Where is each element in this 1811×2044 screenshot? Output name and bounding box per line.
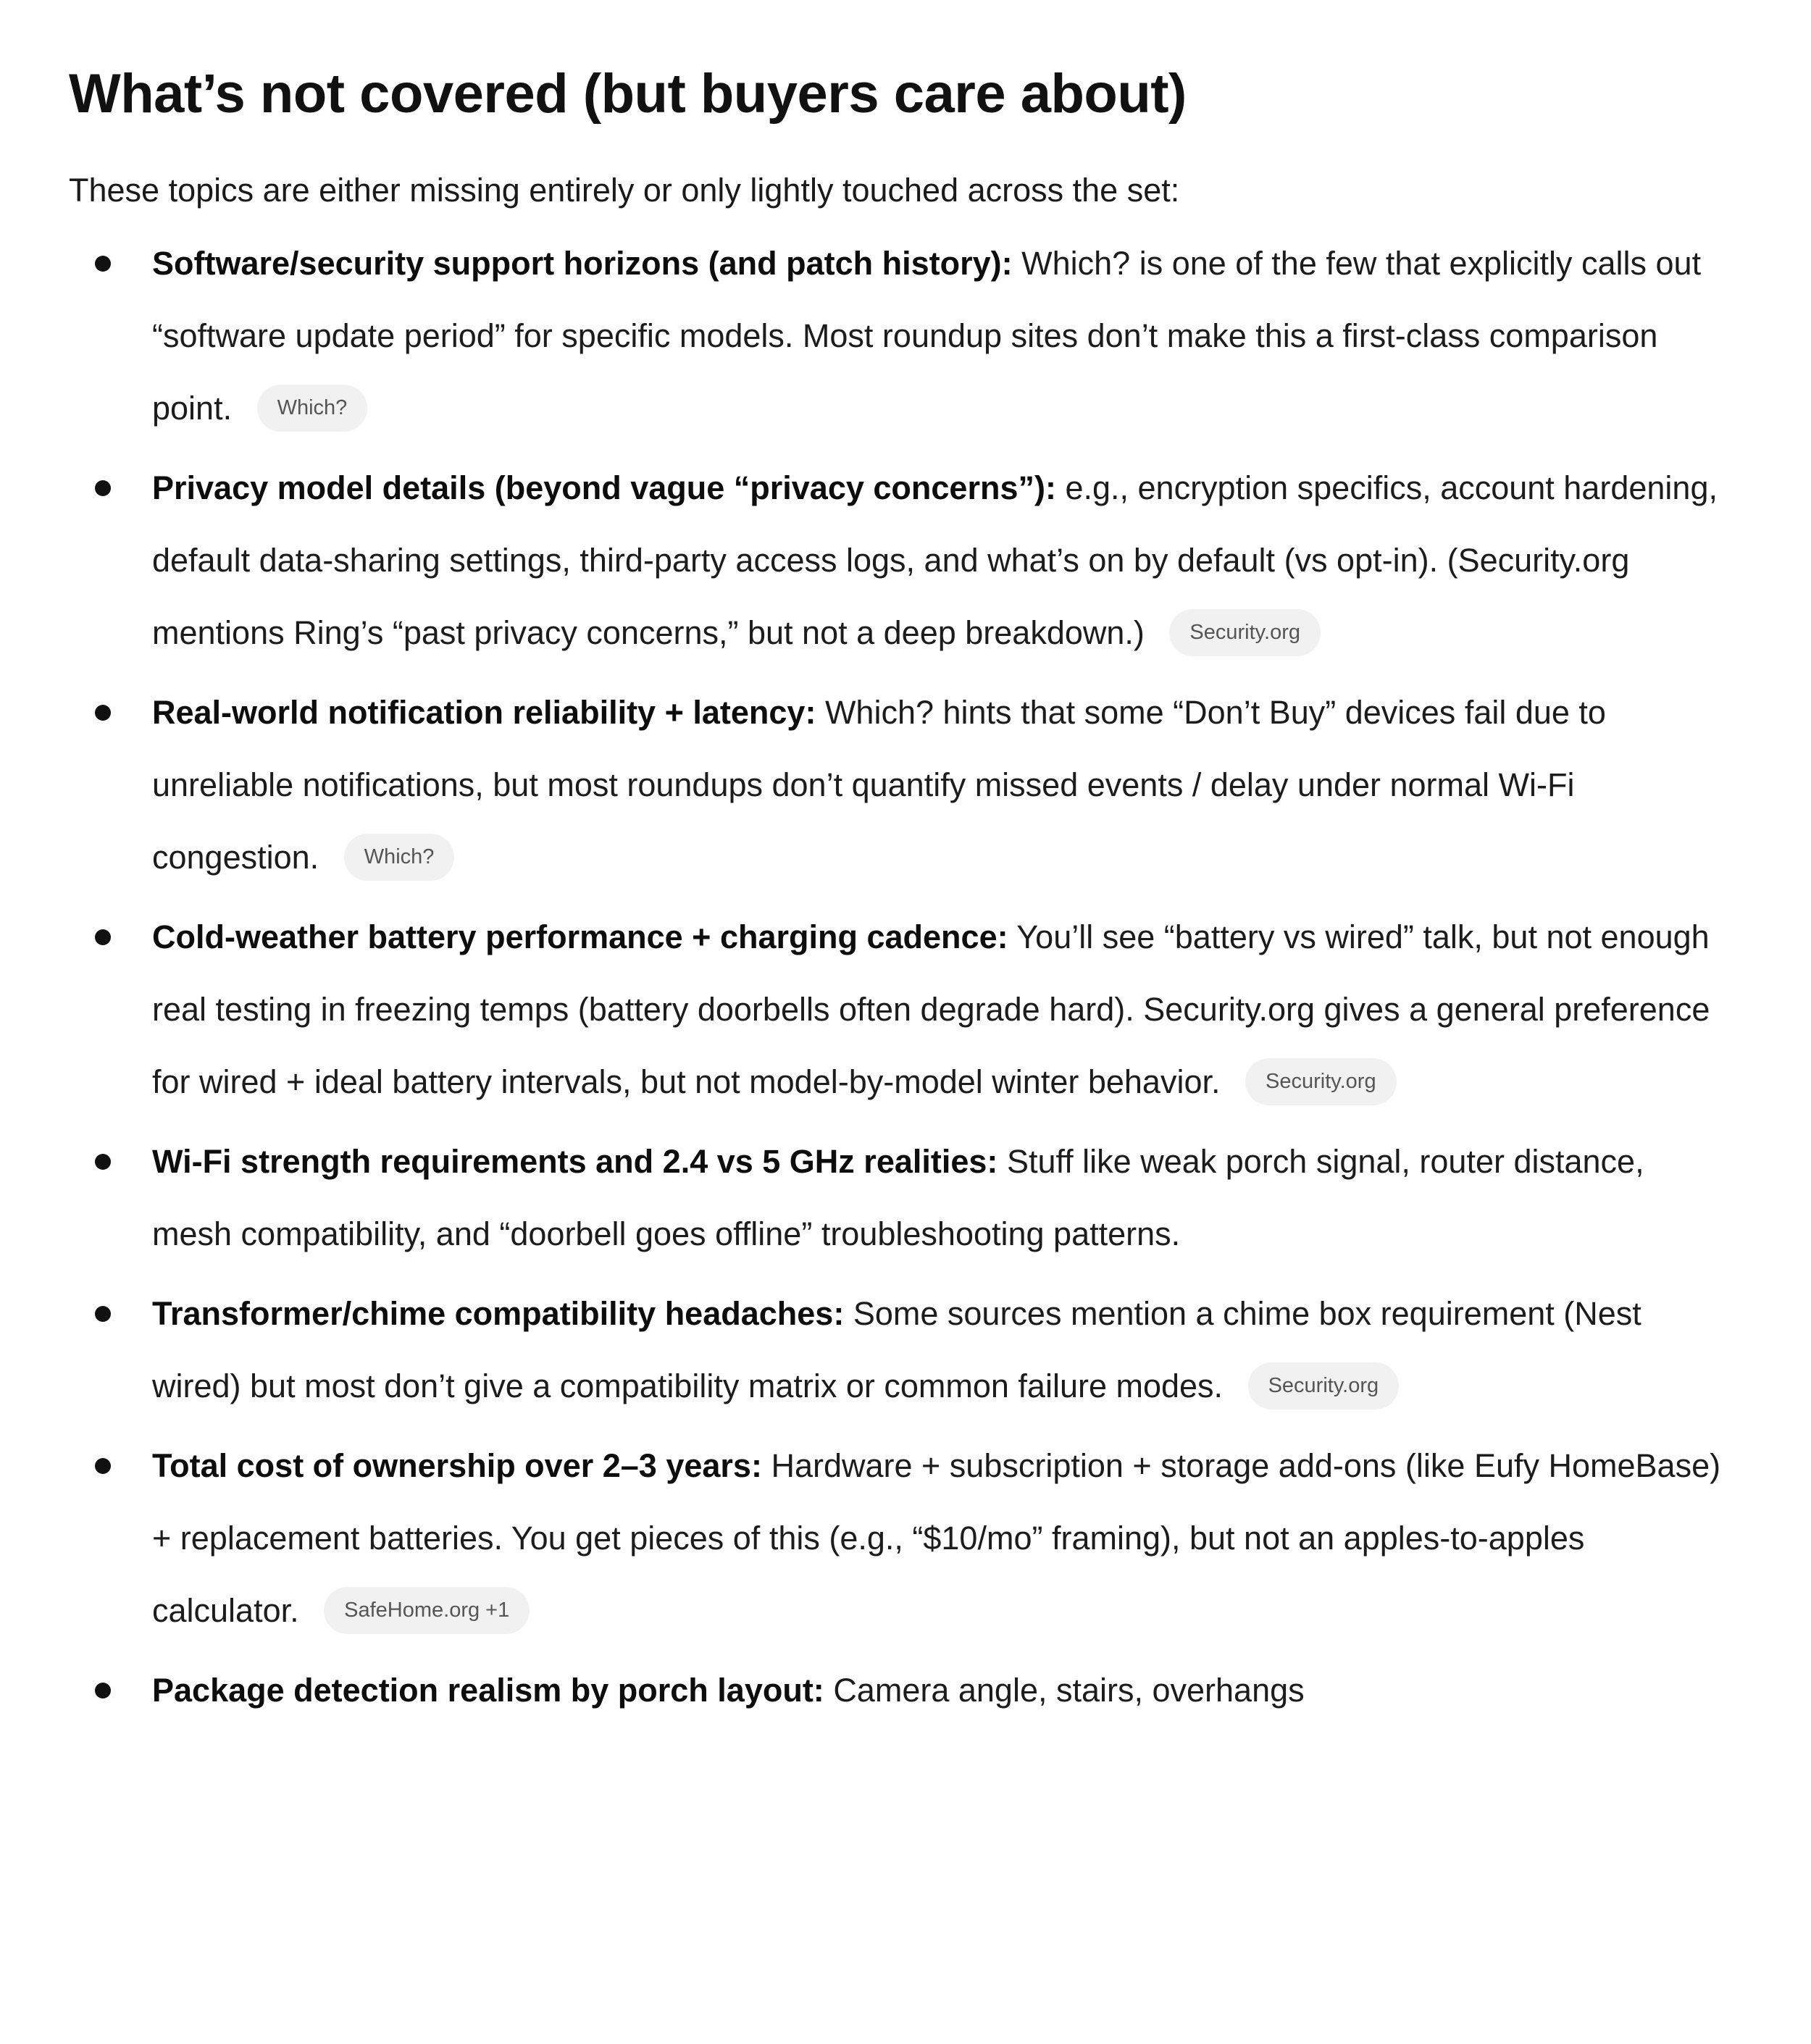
bullet-lead: Real-world notification reliability + latency: xyxy=(152,694,816,732)
citation-badge[interactable]: Which? xyxy=(344,834,455,881)
bullet-text: Hardware + subscription + storage add-ons (like Eufy HomeBase) + replacement batteries. You get pieces of this (e.g., “$10/mo” framing), but not an apples-to-apples calculator. xyxy=(152,1447,1721,1630)
bullet-lead: Total cost of ownership over 2–3 years: xyxy=(152,1447,762,1485)
bullet-lead: Software/security support horizons (and patch history): xyxy=(152,245,1013,282)
bullet-lead: Wi-Fi strength requirements and 2.4 vs 5 GHz realities: xyxy=(152,1143,998,1181)
not-covered-list xyxy=(69,227,1739,1727)
list-item xyxy=(69,1654,1739,1727)
list-item xyxy=(69,227,1739,445)
list-item xyxy=(69,677,1739,894)
bullet-text: You’ll see “battery vs wired” talk, but not enough real testing in freezing temps (battery doorbells often degrade hard). Security.org gives a general preference for wired + ideal battery intervals, but not model-by-model winter behavior. xyxy=(152,918,1710,1101)
bullet-marker-icon xyxy=(95,1683,111,1699)
bullet-lead: Package detection realism by porch layout: xyxy=(152,1672,824,1709)
citation-badge[interactable]: Security.org xyxy=(1245,1058,1397,1105)
bullet-lead: Privacy model details (beyond vague “privacy concerns”): xyxy=(152,469,1056,507)
bullet-marker-icon xyxy=(95,1306,111,1322)
bullet-marker-icon xyxy=(95,929,111,945)
bullet-lead: Cold-weather battery performance + charging cadence: xyxy=(152,918,1008,956)
citation-badge[interactable]: SafeHome.org +1 xyxy=(324,1587,530,1634)
page-title: What’s not covered (but buyers care about) xyxy=(69,63,1187,125)
bullet-marker-icon xyxy=(95,480,111,496)
list-item xyxy=(69,1430,1739,1647)
bullet-text: Stuff like weak porch signal, router distance, mesh compatibility, and “doorbell goes offline” troubleshooting patterns. xyxy=(152,1143,1644,1253)
bullet-marker-icon xyxy=(95,256,111,272)
intro-paragraph: These topics are either missing entirely or only lightly touched across the set: xyxy=(69,171,1180,209)
bullet-marker-icon xyxy=(95,1154,111,1170)
bullet-text: Camera angle, stairs, overhangs xyxy=(833,1672,1305,1709)
list-item xyxy=(69,1126,1739,1270)
bullet-text: Which? hints that some “Don’t Buy” devices fail due to unreliable notifications, but most roundups don’t quantify missed events / delay under normal Wi-Fi congestion. xyxy=(152,694,1606,876)
list-item xyxy=(69,1278,1739,1423)
bullet-lead: Transformer/chime compatibility headaches: xyxy=(152,1295,845,1333)
bottom-fade-overlay xyxy=(0,1885,1811,2044)
bullet-text: Some sources mention a chime box requirement (Nest wired) but most don’t give a compatibility matrix or common failure modes. xyxy=(152,1295,1641,1405)
list-item xyxy=(69,452,1739,669)
bullet-text: Which? is one of the few that explicitly calls out “software update period” for specific models. Most roundup sites don’t make this a first-class comparison point. xyxy=(152,245,1702,427)
content-page xyxy=(0,64,1811,1727)
bullet-marker-icon xyxy=(95,1458,111,1474)
bullet-marker-icon xyxy=(95,705,111,721)
document-body xyxy=(0,64,1811,2044)
citation-badge[interactable]: Security.org xyxy=(1248,1362,1400,1410)
list-item xyxy=(69,901,1739,1118)
citation-badge[interactable]: Security.org xyxy=(1169,609,1321,656)
bullet-text: e.g., encryption specifics, account hardening, default data-sharing settings, third-party access logs, and what’s on by default (vs opt-in). (Security.org mentions Ring’s “past privacy concerns,” but not a deep breakdown.) xyxy=(152,469,1718,652)
citation-badge[interactable]: Which? xyxy=(257,385,368,432)
